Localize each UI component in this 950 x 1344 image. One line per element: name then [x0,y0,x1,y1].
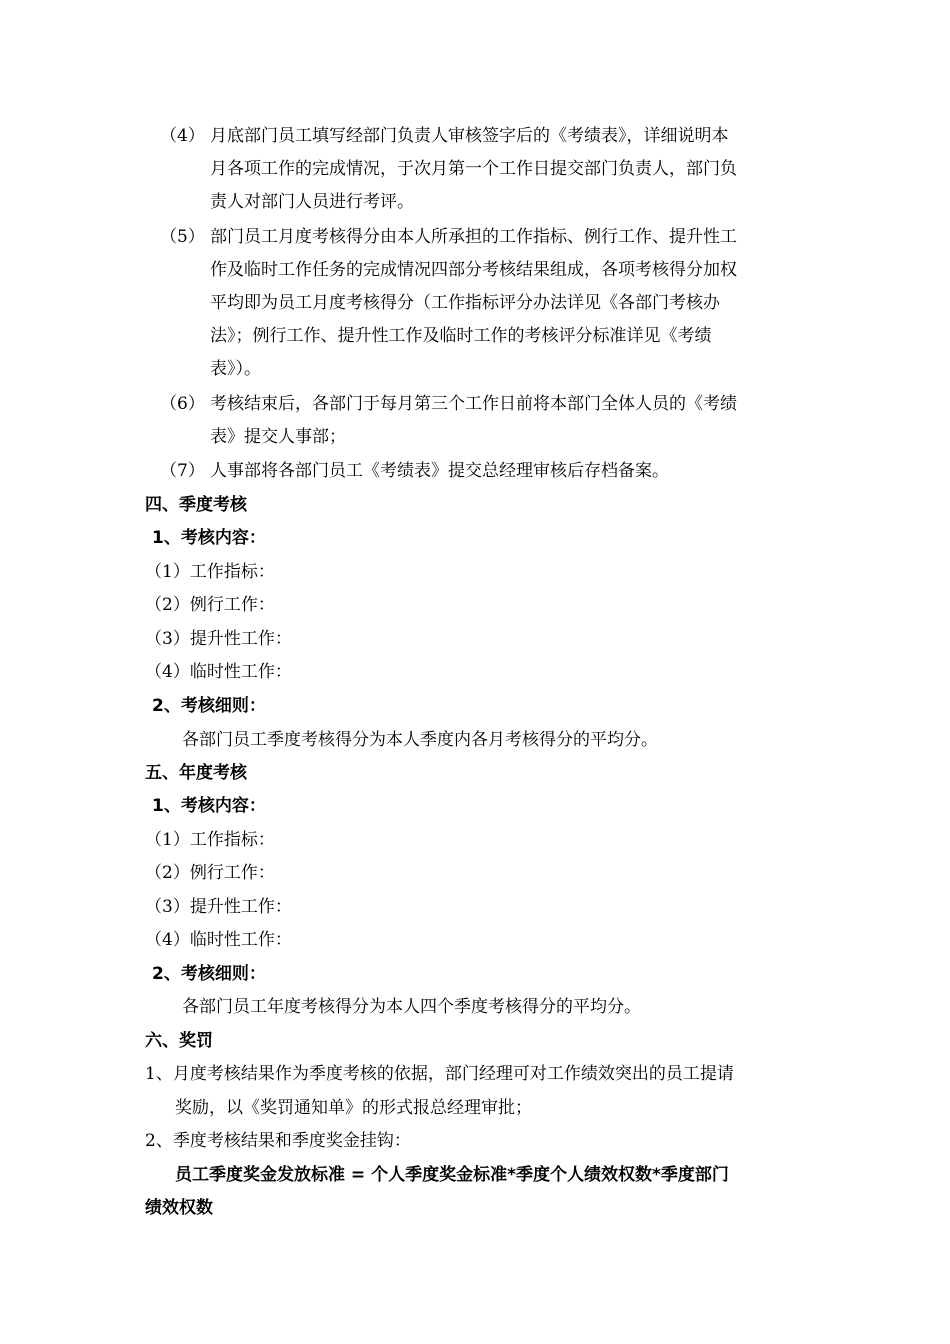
section-4-list-item: （3）提升性工作： [145,629,292,649]
item-5-line-4: 法》；例行工作、提升性工作及临时工作的考核评分标准详见《考绩 [210,326,712,346]
item-7-number: （7） [160,461,205,481]
section-4-detail-text: 各部门员工季度考核得分为本人季度内各月考核得分的平均分。 [182,730,658,750]
section-6-paragraph-1-line-2: 奖励，以《奖罚通知单》的形式报总经理审批； [175,1098,532,1118]
item-5-number: （5） [160,227,205,247]
section-5-list-item: （3）提升性工作： [145,897,292,917]
section-6-paragraph-1-line-1: 1、月度考核结果作为季度考核的依据，部门经理可对工作绩效突出的员工提请 [145,1064,734,1084]
section-4-list-item: （2）例行工作： [145,595,275,615]
item-4-line-1: 月底部门员工填写经部门负责人审核签字后的《考绩表》，详细说明本 [210,126,729,146]
item-5-line-2: 作及临时工作任务的完成情况四部分考核结果组成，各项考核得分加权 [210,260,737,280]
section-5-list-item: （4）临时性工作： [145,930,292,950]
section-4-subheading-detail: 2、考核细则： [152,696,266,716]
section-5-list-item: （1）工作指标： [145,830,275,850]
item-7-line-1: 人事部将各部门员工《考绩表》提交总经理审核后存档备案。 [210,461,669,481]
section-5-subheading-content: 1、考核内容： [152,796,266,816]
section-6-heading: 六、奖罚 [145,1031,213,1051]
section-5-detail-text: 各部门员工年度考核得分为本人四个季度考核得分的平均分。 [182,997,641,1017]
section-5-subheading-detail: 2、考核细则： [152,964,266,984]
item-6-number: （6） [160,394,205,414]
section-5-list-item: （2）例行工作： [145,863,275,883]
section-5-heading: 五、年度考核 [145,763,247,783]
section-4-list-item: （1）工作指标： [145,562,275,582]
section-6-paragraph-2: 2、季度考核结果和季度奖金挂钩： [145,1131,411,1151]
item-6-line-1: 考核结束后，各部门于每月第三个工作日前将本部门全体人员的《考绩 [210,394,737,414]
item-5-line-1: 部门员工月度考核得分由本人所承担的工作指标、例行工作、提升性工 [210,227,737,247]
item-6-line-2: 表》提交人事部； [210,427,346,447]
section-4-heading: 四、季度考核 [145,495,247,515]
section-6-formula-line-2: 绩效权数 [145,1198,213,1218]
item-4-line-2: 月各项工作的完成情况，于次月第一个工作日提交部门负责人，部门负 [210,159,737,179]
section-6-formula-line-1: 员工季度奖金发放标准 = 个人季度奖金标准*季度个人绩效权数*季度部门 [175,1165,729,1185]
section-4-list-item: （4）临时性工作： [145,662,292,682]
item-4-line-3: 责人对部门人员进行考评。 [210,192,414,212]
section-4-subheading-content: 1、考核内容： [152,528,266,548]
item-5-line-3: 平均即为员工月度考核得分（工作指标评分办法详见《各部门考核办 [210,293,720,313]
item-4-number: （4） [160,126,205,146]
item-5-line-5: 表》）。 [210,359,261,379]
